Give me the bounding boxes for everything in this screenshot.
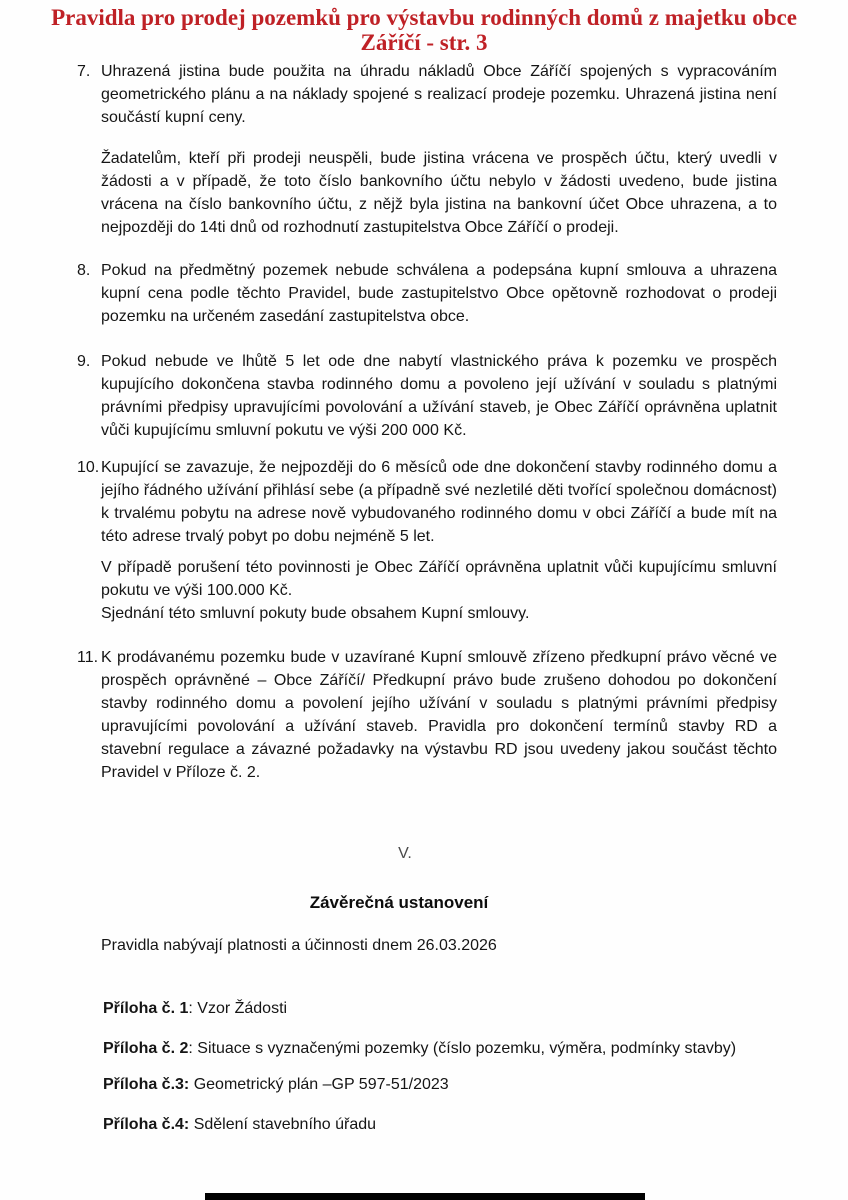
closing-heading: Závěrečná ustanovení xyxy=(309,893,489,912)
attachment-text: : Situace s vyznačenými pozemky (číslo pozemku, výměra, podmínky stavby) xyxy=(188,1040,737,1057)
rule-text: Uhrazená jistina bude použita na úhradu nákladů Obce Záříčí spojených s vypracováním geometrického plánu a na náklady spojené s realizací prodeje pozemku. Uhrazená jistina není součástí kupní ceny. xyxy=(101,63,777,126)
rule-number: 7. xyxy=(77,63,91,80)
effective-date-line: Pravidla nabývají platnosti a účinnosti dnem 26.03.2026 xyxy=(101,937,497,954)
rule-item-9 xyxy=(77,350,777,442)
attachment-text: Sdělení stavebního úřadu xyxy=(189,1116,377,1133)
rule-10-continuation-penalty: V případě porušení této povinnosti je Obec Záříčí oprávněna uplatnit vůči kupujícímu smluvní pokutu ve výši 100.000 Kč. xyxy=(101,559,777,599)
section-numeral: V. xyxy=(398,845,412,862)
attachments-list xyxy=(77,997,777,1136)
page-title xyxy=(0,0,848,55)
title-line-1: Pravidla pro prodej pozemků pro výstavbu rodinných domů z majetku obce xyxy=(51,5,797,30)
attachment-4 xyxy=(77,1113,777,1136)
rule-text: Pokud na předmětný pozemek nebude schválena a podepsána kupní smlouva a uhrazena kupní cena podle těchto Pravidel, bude zastupitelstvo Obce opětovně rozhodovat o prodeji pozemku na určeném zasedání zastupitelstva obce. xyxy=(101,262,777,325)
rule-number: 8. xyxy=(77,262,91,279)
document-body xyxy=(77,60,777,1136)
attachment-label: Příloha č.4: xyxy=(103,1116,190,1133)
rule-10-continuation-contract: Sjednání této smluvní pokuty bude obsahem Kupní smlouvy. xyxy=(101,605,530,622)
attachment-label: Příloha č.3: xyxy=(103,1076,190,1093)
rule-number: 9. xyxy=(77,353,91,370)
attachment-3 xyxy=(77,1073,777,1096)
rule-number: 11. xyxy=(77,649,99,666)
attachment-text: : Vzor Žádosti xyxy=(188,1000,288,1017)
attachment-label: Příloha č. 2 xyxy=(103,1040,189,1057)
rule-text: Kupující se zavazuje, že nejpozději do 6 měsíců ode dne dokončení stavby rodinného domu a jejího řádného užívání přihlásí sebe (a případně své nezletilé děti tvořící společnou domácnost) k trvalému pobytu na adrese nově vybudovaného rodinného domu v obci Záříčí a bude mít na této adrese trvalý pobyt po dobu nejméně 5 let. xyxy=(101,459,777,545)
rule-item-11 xyxy=(77,646,777,784)
rule-item-7 xyxy=(77,60,777,129)
rule-text: Pokud nebude ve lhůtě 5 let ode dne nabytí vlastnického práva k pozemku ve prospěch kupujícího dokončena stavba rodinného domu a povoleno její užívání v souladu s platnými právními předpisy upravujícími povolování a užívání staveb, je Obec Záříčí oprávněna uplatnit vůči kupujícímu smluvní pokutu ve výši 200 000 Kč. xyxy=(101,353,777,439)
attachment-label: Příloha č. 1 xyxy=(103,1000,189,1017)
rule-number: 10. xyxy=(77,459,100,476)
title-line-2: Záříčí - str. 3 xyxy=(360,30,488,55)
attachment-text: Geometrický plán –GP 597-51/2023 xyxy=(189,1076,449,1093)
attachment-1 xyxy=(77,997,777,1020)
attachment-2 xyxy=(77,1037,777,1060)
rule-item-10 xyxy=(77,456,777,548)
rule-item-8 xyxy=(77,259,777,328)
rule-7-continuation: Žadatelům, kteří při prodeji neuspěli, bude jistina vrácena ve prospěch účtu, který uvedli v žádosti a v případě, že toto číslo bankovního účtu nebylo v žádosti uvedeno, bude jistina vrácena na číslo bankovního účtu, z nějž byla jistina na bankovní účet Obce uhrazena, a to nejpozději do 14ti dnů od rozhodnutí zastupitelstva Obce Záříčí o prodeji. xyxy=(101,150,777,236)
page-bottom-bar xyxy=(205,1193,645,1200)
rule-text: K prodávanému pozemku bude v uzavírané Kupní smlouvě zřízeno předkupní právo věcné ve prospěch oprávněné – Obce Záříčí/ Předkupní právo bude zrušeno dohodou po dokončení stavby rodinného domu a povolení jejího užívání v souladu s platnými právními předpisy upravujícími povolování a užívání staveb. Pravidla pro dokončení termínů stavby RD a stavební regulace a závazné požadavky na výstavbu RD jsou uvedeny jakou součást těchto Pravidel v Příloze č. 2. xyxy=(101,649,777,781)
